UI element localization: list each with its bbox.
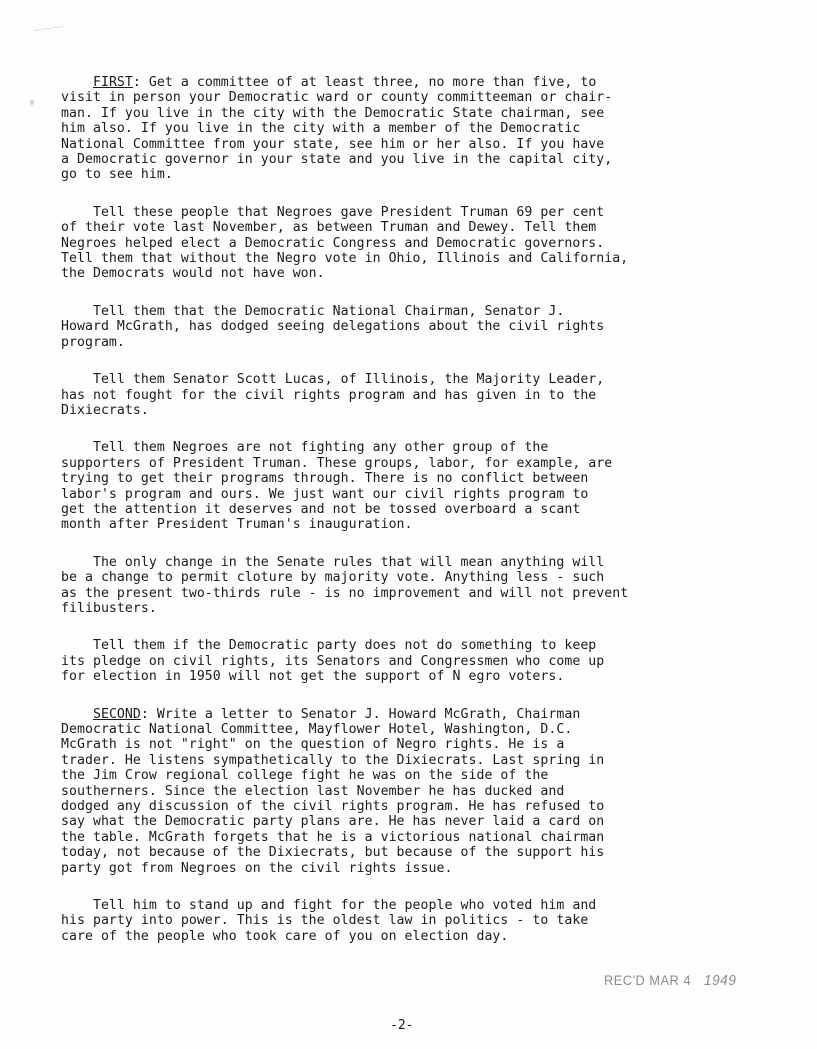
text-line: his party into power. This is the oldest law in politics - to take bbox=[61, 913, 589, 929]
text-line: The only change in the Senate rules that will mean anything will bbox=[61, 554, 605, 570]
stamp-year: 1949 bbox=[703, 972, 737, 989]
text-line: get the attention it deserves and not be tossed overboard a scant bbox=[61, 501, 581, 517]
text-line: a Democratic governor in your state and you live in the capital city, bbox=[61, 152, 613, 168]
text-line: Dixiecrats. bbox=[61, 402, 149, 418]
section-heading: SECOND bbox=[92, 706, 141, 722]
paragraph bbox=[61, 898, 781, 944]
text-line: visit in person your Democratic ward or county committeeman or chair- bbox=[61, 90, 613, 106]
stamp-label: REC'D MAR 4 bbox=[604, 972, 691, 988]
text-line: as the present two-thirds rule - is no improvement and will not prevent bbox=[61, 585, 629, 601]
paragraph-gap bbox=[61, 533, 781, 555]
text-line: say what the Democratic party plans are. He has never laid a card on bbox=[61, 814, 605, 830]
section-heading: FIRST bbox=[92, 75, 133, 90]
paragraph-gap bbox=[61, 418, 781, 440]
text-line: Tell them that without the Negro vote in Ohio, Illinois and California, bbox=[61, 251, 629, 267]
text-line: Howard McGrath, has dodged seeing delegations about the civil rights bbox=[61, 319, 605, 335]
text-line: Tell them if the Democratic party does not do something to keep bbox=[61, 638, 597, 654]
paragraph bbox=[61, 372, 781, 418]
paragraph bbox=[61, 440, 781, 532]
text-line: southerners. Since the election last November he has ducked and bbox=[61, 783, 565, 799]
text-line: dodged any discussion of the civil rights program. He has refused to bbox=[61, 799, 605, 815]
text-line: Tell him to stand up and fight for the people who voted him and bbox=[61, 898, 597, 914]
paper-mark bbox=[30, 100, 34, 105]
paragraph bbox=[61, 75, 781, 183]
text-line: Democratic National Committee, Mayflower Hotel, Washington, D.C. bbox=[61, 722, 573, 737]
text-line: of their vote last November, as between Truman and Dewey. Tell them bbox=[61, 220, 597, 236]
text-line: McGrath is not "right" on the question of Negro rights. He is a bbox=[61, 737, 565, 753]
text-line: Tell them Senator Scott Lucas, of Illinois, the Majority Leader, bbox=[61, 372, 605, 388]
text-line: the Jim Crow regional college fight he was on the side of the bbox=[61, 768, 549, 784]
text-line: today, not because of the Dixiecrats, but because of the support his bbox=[61, 845, 605, 861]
text-line: the Democrats would not have won. bbox=[61, 266, 325, 282]
text-line: has not fought for the civil rights program and has given in to the bbox=[61, 387, 597, 403]
text-line: SECOND: Write a letter to Senator J. Howard McGrath, Chairman bbox=[92, 706, 581, 722]
paragraph-gap bbox=[61, 876, 781, 898]
text-line: trying to get their programs through. There is no conflict between bbox=[61, 471, 589, 487]
text-line: filibusters. bbox=[61, 600, 157, 616]
text-line: go to see him. bbox=[61, 167, 173, 183]
text-line: FIRST: Get a committee of at least three, no more than five, to bbox=[92, 75, 597, 90]
text-line: man. If you live in the city with the Democratic State chairman, see bbox=[61, 105, 605, 121]
text-line: him also. If you live in the city with a member of the Democratic bbox=[61, 121, 581, 137]
text-line: the table. McGrath forgets that he is a victorious national chairman bbox=[61, 829, 605, 845]
paragraph bbox=[61, 638, 781, 684]
document-body bbox=[61, 75, 781, 944]
paragraph-gap bbox=[61, 282, 781, 304]
text-line: be a change to permit cloture by majority vote. Anything less - such bbox=[61, 570, 605, 586]
received-date-stamp bbox=[604, 972, 736, 989]
text-line: trader. He listens sympathetically to the Dixiecrats. Last spring in bbox=[61, 752, 605, 768]
paragraph bbox=[61, 205, 781, 282]
paper-mark bbox=[34, 26, 65, 37]
paragraph bbox=[61, 555, 781, 617]
text-line: care of the people who took care of you on election day. bbox=[61, 928, 509, 944]
paragraph bbox=[61, 304, 781, 350]
paragraph bbox=[61, 707, 781, 876]
text-line: month after President Truman's inauguration. bbox=[61, 517, 413, 533]
page-number: -2- bbox=[390, 1018, 414, 1033]
paragraph-gap bbox=[61, 350, 781, 372]
text-line: party got from Negroes on the civil rights issue. bbox=[61, 860, 453, 876]
text-line: National Committee from your state, see him or her also. If you have bbox=[61, 136, 605, 152]
text-line: labor's program and ours. We just want our civil rights program to bbox=[61, 486, 589, 502]
text-line: supporters of President Truman. These groups, labor, for example, are bbox=[61, 455, 613, 471]
paragraph-gap bbox=[61, 183, 781, 205]
text-line: its pledge on civil rights, its Senators and Congressmen who come up bbox=[61, 653, 605, 669]
text-line: Tell them Negroes are not fighting any other group of the bbox=[61, 440, 549, 456]
paragraph-gap bbox=[61, 685, 781, 707]
text-line: Tell these people that Negroes gave President Truman 69 per cent bbox=[61, 204, 605, 220]
text-line: for election in 1950 will not get the support of N egro voters. bbox=[61, 669, 565, 685]
text-line: program. bbox=[61, 334, 125, 350]
paragraph-gap bbox=[61, 616, 781, 638]
text-line: Negroes helped elect a Democratic Congress and Democratic governors. bbox=[61, 235, 605, 251]
text-line: Tell them that the Democratic National Chairman, Senator J. bbox=[61, 303, 565, 319]
